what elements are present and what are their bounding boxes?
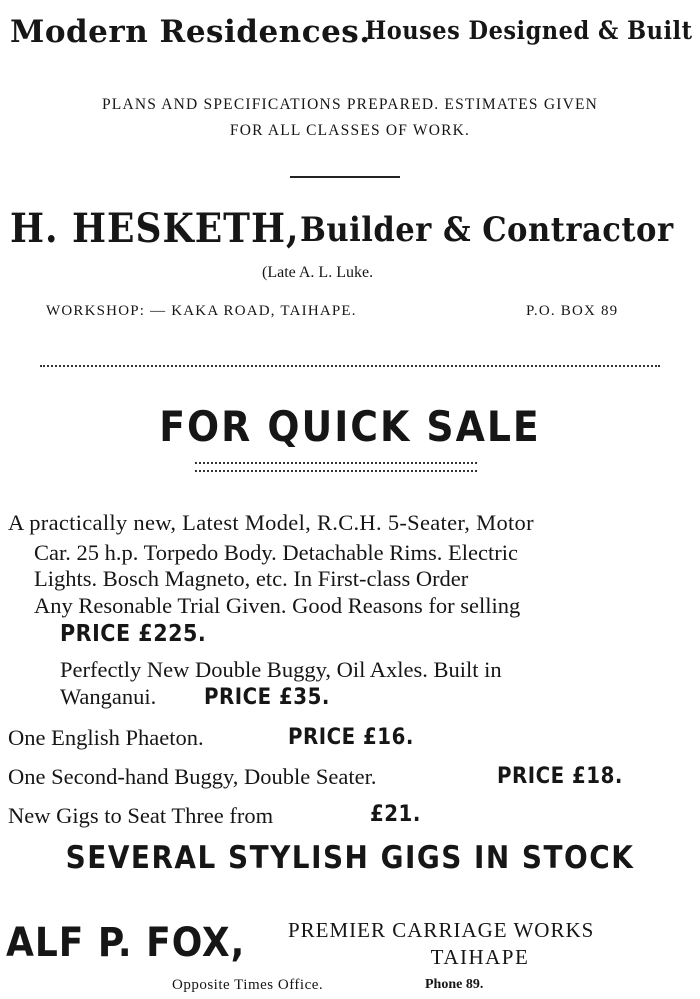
premier-carriage-works: PREMIER CARRIAGE WORKS [288,918,595,942]
second-hand-buggy-price: PRICE £18. [497,764,623,789]
phaeton-line: One English Phaeton. [8,725,204,750]
headline-modern-residences: Modern Residences. [10,14,371,50]
motor-car-price: PRICE £225. [60,621,207,647]
buggy-line-1: Perfectly New Double Buggy, Oil Axles. Built in [60,657,502,682]
motor-car-line-3: Lights. Bosch Magneto, etc. In First-class Order [34,566,469,591]
builder-name: H. HESKETH, [10,205,300,252]
plans-line-1: PLANS AND SPECIFICATIONS PREPARED. ESTIMATES GIVEN [101,96,599,113]
second-hand-buggy-line: One Second-hand Buggy, Double Seater. [8,764,377,789]
seller-name: ALF P. FOX, [6,920,246,966]
new-gigs-price: £21. [370,802,421,827]
ad-separator [40,365,660,367]
headline-houses-designed: Houses Designed & Built [365,16,693,45]
several-stylish-gigs: SEVERAL STYLISH GIGS IN STOCK [65,840,635,876]
motor-car-line-2: Car. 25 h.p. Torpedo Body. Detachable Rims. Electric [34,540,518,565]
plans-line-2: FOR ALL CLASSES OF WORK. [229,122,471,139]
ornamental-rule [195,462,477,472]
opposite-times-office: Opposite Times Office. [172,977,324,993]
short-divider [290,176,400,178]
motor-car-line-1: A practically new, Latest Model, R.C.H. 5-Seater, Motor [8,510,534,535]
buggy-line-2: Wanganui. [60,684,157,709]
phone-number: Phone 89. [425,977,484,992]
po-box: P.O. BOX 89 [526,303,619,319]
for-quick-sale-heading: FOR QUICK SALE [159,402,541,451]
buggy-price: PRICE £35. [204,685,330,710]
late-al-luke: (Late A. L. Luke. [262,264,374,281]
phaeton-price: PRICE £16. [288,725,414,750]
motor-car-line-4: Any Resonable Trial Given. Good Reasons for selling [34,593,521,618]
workshop-address: WORKSHOP: — KAKA ROAD, TAIHAPE. [46,303,357,319]
taihape-town: TAIHAPE [430,945,530,969]
new-gigs-line: New Gigs to Seat Three from [8,803,274,828]
builder-title: Builder & Contractor [300,210,674,250]
